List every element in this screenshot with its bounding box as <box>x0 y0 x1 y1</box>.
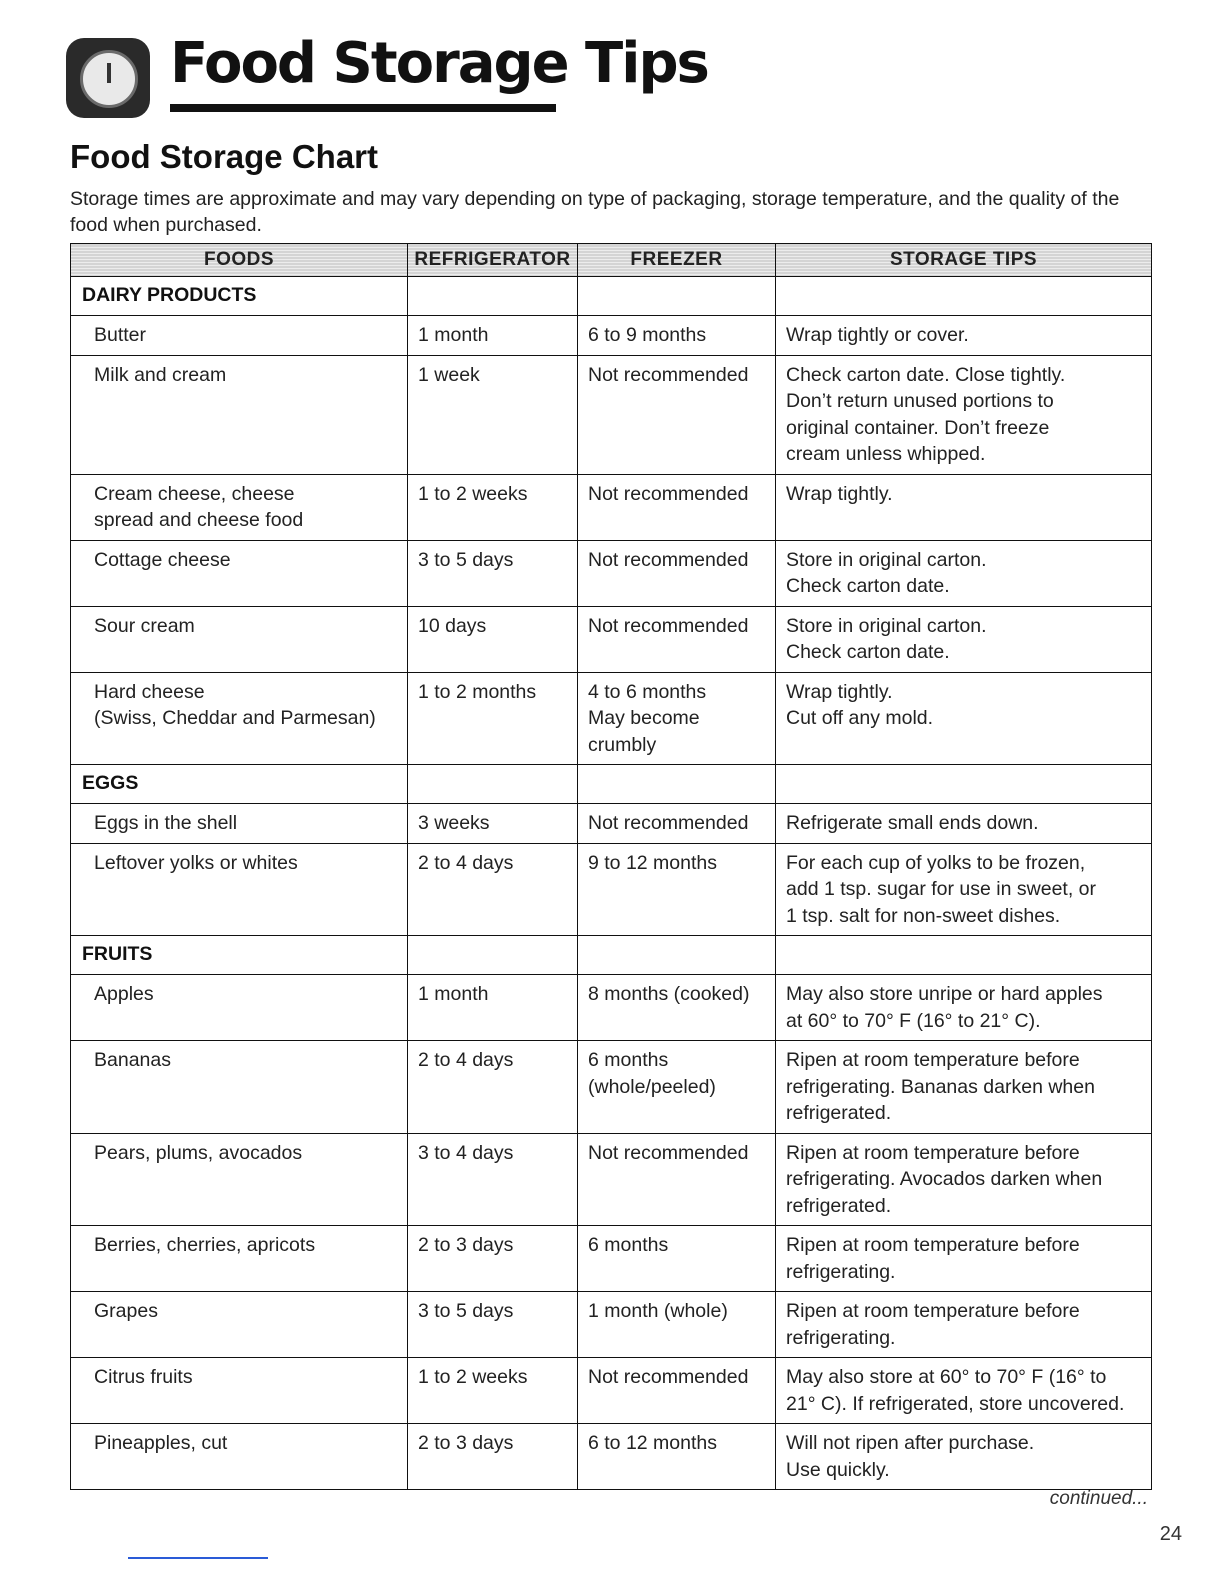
page-number: 24 <box>1159 1523 1182 1545</box>
table-row <box>71 843 1152 936</box>
table-row <box>71 606 1152 672</box>
freezer-cell: 8 months (cooked) <box>578 975 776 1041</box>
food-cell: Butter <box>71 316 408 356</box>
table-row <box>71 672 1152 765</box>
freezer-cell <box>578 277 776 316</box>
intro-paragraph: Storage times are approximate and may vary depending on type of packaging, storage temperature, and the quality of the food when purchased. <box>70 188 1120 236</box>
freezer-cell: 6 to 12 months <box>578 1424 776 1490</box>
food-cell: Cream cheese, cheese spread and cheese food <box>71 474 408 540</box>
freezer-cell: Not recommended <box>578 474 776 540</box>
refrigerator-badge-icon <box>66 38 150 118</box>
page-header <box>66 28 708 120</box>
food-cell: Leftover yolks or whites <box>71 843 408 936</box>
refrigerator-cell: 1 to 2 weeks <box>408 474 578 540</box>
storage-tips-cell: Refrigerate small ends down. <box>776 804 1152 844</box>
table-section-row <box>71 765 1152 804</box>
food-cell: Grapes <box>71 1292 408 1358</box>
storage-tips-cell: Ripen at room temperature before refrigerating. Avocados darken when refrigerated. <box>776 1133 1152 1226</box>
freezer-cell <box>578 765 776 804</box>
title-underline <box>170 104 556 112</box>
food-cell: FRUITS <box>71 936 408 975</box>
food-cell: Sour cream <box>71 606 408 672</box>
refrigerator-cell: 2 to 3 days <box>408 1424 578 1490</box>
table-row <box>71 316 1152 356</box>
food-cell: Apples <box>71 975 408 1041</box>
storage-tips-cell: May also store at 60° to 70° F (16° to 21° C). If refrigerated, store uncovered. <box>776 1358 1152 1424</box>
refrigerator-cell: 10 days <box>408 606 578 672</box>
table-row <box>71 1041 1152 1134</box>
refrigerator-cell: 1 month <box>408 975 578 1041</box>
food-cell: Hard cheese (Swiss, Cheddar and Parmesan) <box>71 672 408 765</box>
storage-tips-cell: Will not ripen after purchase. Use quickly. <box>776 1424 1152 1490</box>
storage-tips-cell: Wrap tightly. <box>776 474 1152 540</box>
food-cell: Citrus fruits <box>71 1358 408 1424</box>
refrigerator-cell: 2 to 3 days <box>408 1226 578 1292</box>
refrigerator-cell: 3 to 5 days <box>408 1292 578 1358</box>
storage-tips-cell: Store in original carton. Check carton date. <box>776 540 1152 606</box>
freezer-cell: 6 to 9 months <box>578 316 776 356</box>
storage-tips-cell: Wrap tightly or cover. <box>776 316 1152 356</box>
refrigerator-cell <box>408 936 578 975</box>
chart-title: Food Storage Chart <box>70 138 379 175</box>
freezer-cell <box>578 936 776 975</box>
storage-tips-cell: Wrap tightly. Cut off any mold. <box>776 672 1152 765</box>
refrigerator-cell: 2 to 4 days <box>408 1041 578 1134</box>
storage-tips-cell: Ripen at room temperature before refrigerating. <box>776 1226 1152 1292</box>
table-row <box>71 1358 1152 1424</box>
refrigerator-cell: 1 week <box>408 355 578 474</box>
freezer-cell: Not recommended <box>578 606 776 672</box>
refrigerator-cell: 3 to 4 days <box>408 1133 578 1226</box>
food-cell: Berries, cherries, apricots <box>71 1226 408 1292</box>
food-cell: Bananas <box>71 1041 408 1134</box>
table-section-row <box>71 936 1152 975</box>
storage-tips-cell <box>776 936 1152 975</box>
freezer-cell: 4 to 6 months May become crumbly <box>578 672 776 765</box>
freezer-cell: 6 months (whole/peeled) <box>578 1041 776 1134</box>
food-cell: Eggs in the shell <box>71 804 408 844</box>
refrigerator-cell: 3 to 5 days <box>408 540 578 606</box>
freezer-cell: Not recommended <box>578 1358 776 1424</box>
refrigerator-cell: 1 month <box>408 316 578 356</box>
table-row <box>71 1424 1152 1490</box>
food-cell: Pineapples, cut <box>71 1424 408 1490</box>
column-header-refrigerator: REFRIGERATOR <box>408 244 578 277</box>
storage-tips-cell: For each cup of yolks to be frozen, add 1 tsp. sugar for use in sweet, or 1 tsp. salt for non-sweet dishes. <box>776 843 1152 936</box>
storage-tips-cell: May also store unripe or hard apples at 60° to 70° F (16° to 21° C). <box>776 975 1152 1041</box>
table-row <box>71 1292 1152 1358</box>
refrigerator-cell: 3 weeks <box>408 804 578 844</box>
storage-tips-cell: Ripen at room temperature before refrigerating. Bananas darken when refrigerated. <box>776 1041 1152 1134</box>
table-row <box>71 540 1152 606</box>
column-header-storage-tips: STORAGE TIPS <box>776 244 1152 277</box>
storage-tips-cell <box>776 277 1152 316</box>
freezer-cell: Not recommended <box>578 1133 776 1226</box>
refrigerator-cell <box>408 277 578 316</box>
storage-tips-cell: Ripen at room temperature before refrigerating. <box>776 1292 1152 1358</box>
food-cell: Cottage cheese <box>71 540 408 606</box>
table-header-row <box>71 244 1152 277</box>
table-row <box>71 1226 1152 1292</box>
refrigerator-cell: 1 to 2 weeks <box>408 1358 578 1424</box>
food-storage-table <box>70 243 1152 1490</box>
freezer-cell: Not recommended <box>578 804 776 844</box>
footer-rule <box>128 1557 268 1559</box>
freezer-cell: 9 to 12 months <box>578 843 776 936</box>
refrigerator-cell: 1 to 2 months <box>408 672 578 765</box>
storage-tips-cell: Check carton date. Close tightly. Don’t return unused portions to original container. Don’t freeze cream unless whipped. <box>776 355 1152 474</box>
food-cell: EGGS <box>71 765 408 804</box>
table-body <box>71 277 1152 1490</box>
food-cell: Milk and cream <box>71 355 408 474</box>
refrigerator-cell: 2 to 4 days <box>408 843 578 936</box>
table-row <box>71 1133 1152 1226</box>
column-header-foods: FOODS <box>71 244 408 277</box>
storage-tips-cell: Store in original carton. Check carton date. <box>776 606 1152 672</box>
table-row <box>71 975 1152 1041</box>
freezer-cell: 6 months <box>578 1226 776 1292</box>
freezer-cell: Not recommended <box>578 540 776 606</box>
table-row <box>71 804 1152 844</box>
table-row <box>71 474 1152 540</box>
table-row <box>71 355 1152 474</box>
continued-note: continued... <box>1049 1488 1148 1509</box>
freezer-cell: Not recommended <box>578 355 776 474</box>
refrigerator-cell <box>408 765 578 804</box>
food-cell: Pears, plums, avocados <box>71 1133 408 1226</box>
table-section-row <box>71 277 1152 316</box>
section-title: Food Storage Tips <box>170 31 708 96</box>
column-header-freezer: FREEZER <box>578 244 776 277</box>
storage-tips-cell <box>776 765 1152 804</box>
freezer-cell: 1 month (whole) <box>578 1292 776 1358</box>
food-cell: DAIRY PRODUCTS <box>71 277 408 316</box>
